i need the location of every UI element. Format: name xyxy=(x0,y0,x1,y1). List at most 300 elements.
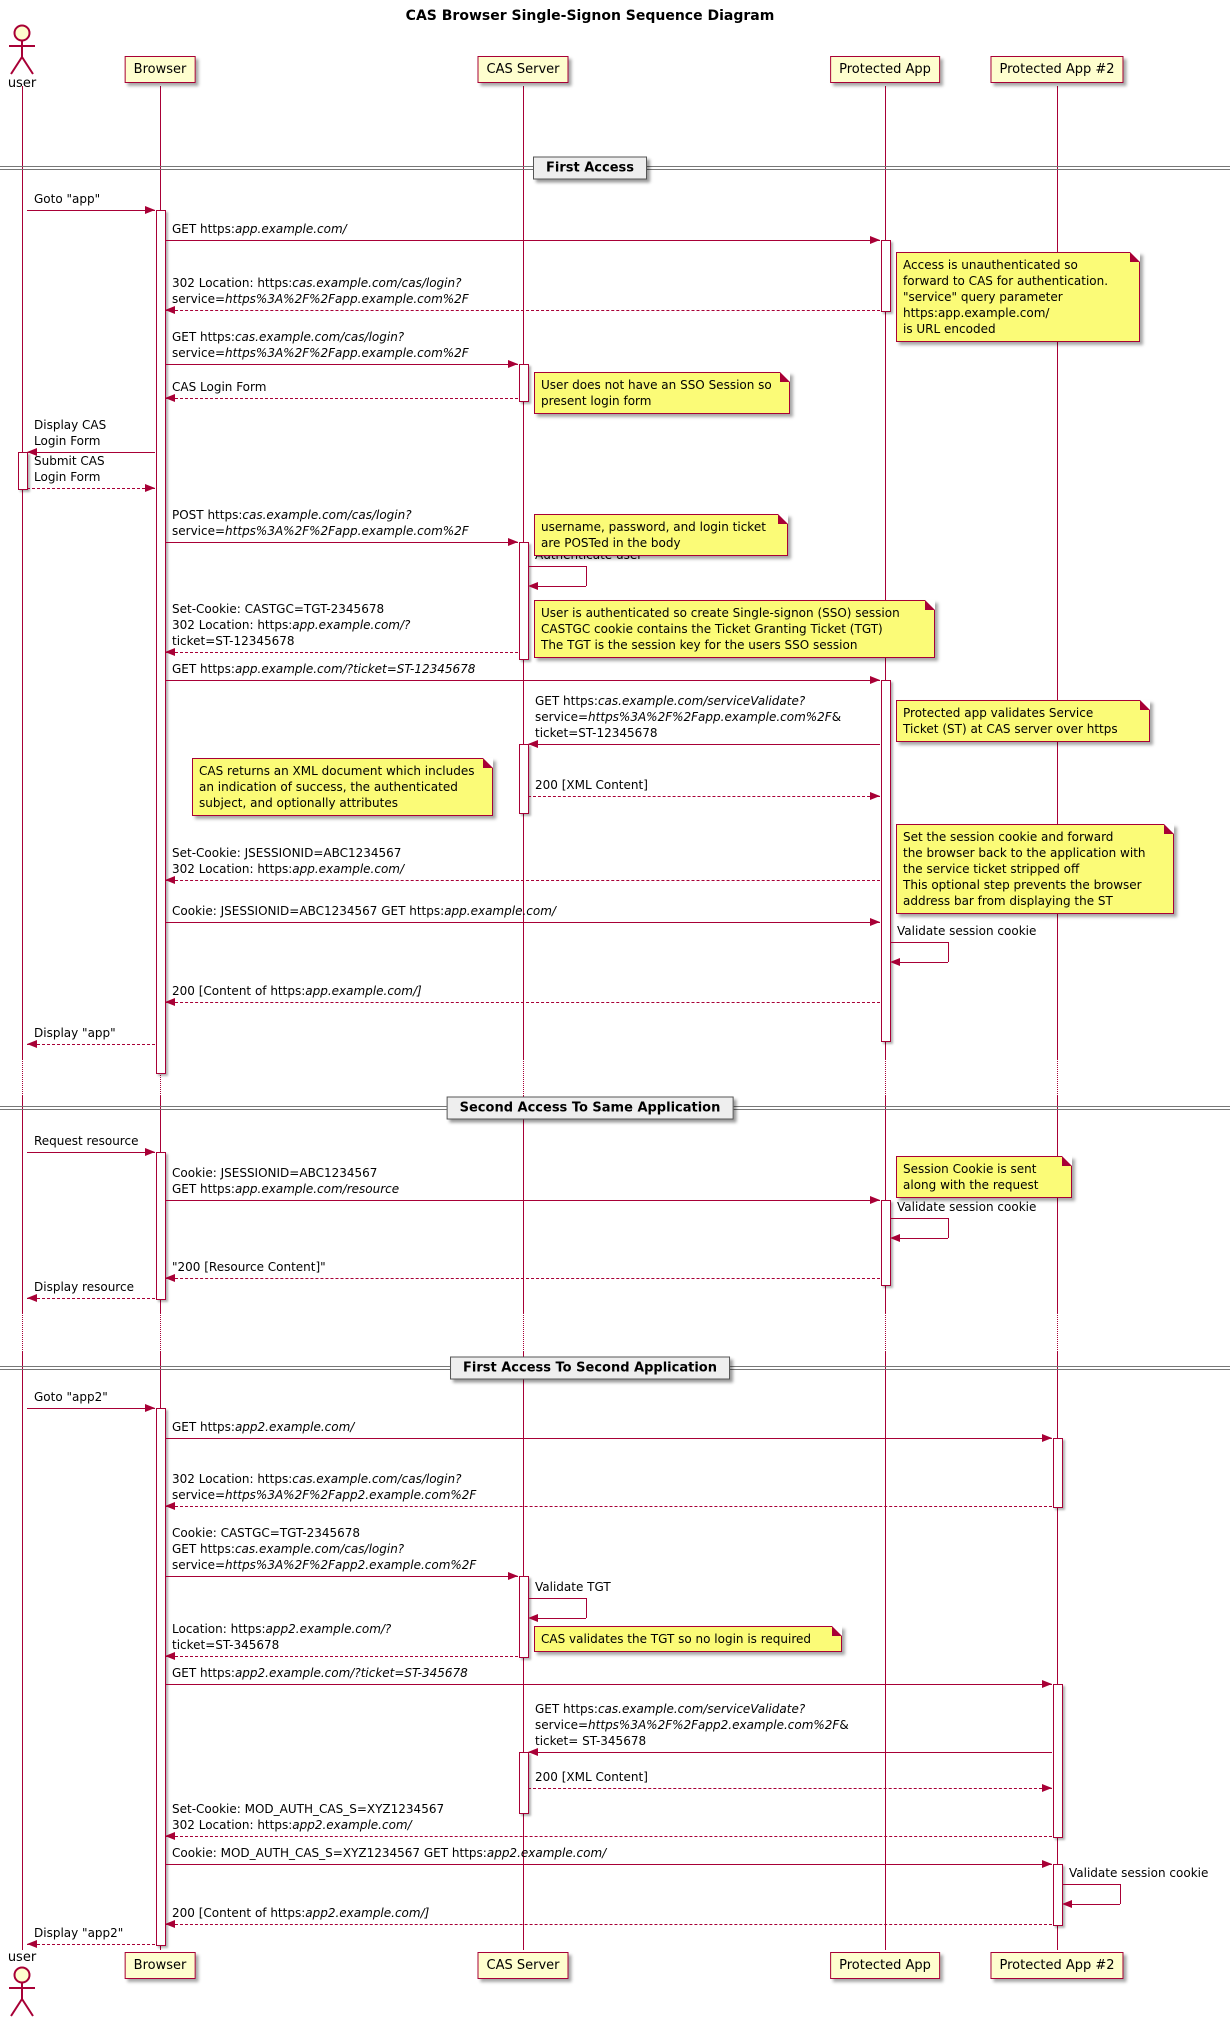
message-line xyxy=(172,633,410,649)
message-line xyxy=(34,1025,116,1041)
participant-bottom-papp2 xyxy=(990,1952,1123,1979)
label-text: Cookie: CASTGC=TGT-2345678 xyxy=(172,1526,361,1540)
label-text: Second Access To Same Application xyxy=(459,1100,721,1116)
message-arrow-head xyxy=(1042,1434,1052,1442)
note xyxy=(896,824,1174,914)
message-label xyxy=(172,1419,354,1435)
self-arrow-head xyxy=(528,1614,538,1622)
label-text: Validate session cookie xyxy=(1069,1866,1209,1880)
label-text: Validate session cookie xyxy=(897,924,1037,938)
message-arrow-head xyxy=(870,792,880,800)
label-text: the service ticket stripped off xyxy=(903,862,1080,876)
label-text: app.example.com/? xyxy=(292,618,411,632)
label-text: First Access To Second Application xyxy=(463,1360,717,1376)
lifeline-papp xyxy=(885,1352,886,1950)
message-arrow-head xyxy=(870,676,880,684)
message-arrow-head xyxy=(27,1294,37,1302)
label-text: Access is unauthenticated so xyxy=(903,258,1078,272)
note-line xyxy=(199,795,484,811)
participant-top-papp xyxy=(830,56,940,83)
lifeline-gap-user xyxy=(22,1058,23,1096)
message-arrow-head xyxy=(1042,1680,1052,1688)
label-text: Protected app validates Service xyxy=(903,706,1094,720)
message-label xyxy=(172,329,469,361)
activation-cas xyxy=(519,542,529,660)
message-arrow-head xyxy=(1042,1860,1052,1868)
message-line xyxy=(172,291,469,307)
lifeline-gap-papp2 xyxy=(1057,1312,1058,1352)
message-line xyxy=(172,1259,326,1275)
message-line xyxy=(172,379,266,395)
diagram-title: CAS Browser Single-Signon Sequence Diagram xyxy=(405,8,775,24)
message-label xyxy=(34,453,105,485)
self-arrow-top xyxy=(1062,1884,1120,1885)
message-label xyxy=(172,1845,606,1861)
message-label xyxy=(34,1389,108,1405)
message-arrow xyxy=(165,240,880,241)
note-line xyxy=(903,877,1165,893)
message-arrow-head xyxy=(870,236,880,244)
label-text: address bar from displaying the ST xyxy=(903,894,1113,908)
message-label xyxy=(172,1165,399,1197)
message-line xyxy=(172,1817,444,1833)
message-arrow-head xyxy=(27,1040,37,1048)
self-arrow-top xyxy=(528,1598,586,1599)
label-text: https%3A%2F%2Fapp.example.com%2F xyxy=(225,524,469,538)
message-label xyxy=(172,983,422,999)
self-arrow-side xyxy=(948,1218,949,1238)
label-text: Goto "app" xyxy=(34,192,101,206)
label-text: GET https: xyxy=(172,330,235,344)
label-text: 302 Location: https: xyxy=(172,1818,293,1832)
label-text: 200 [Content of https: xyxy=(172,1906,306,1920)
label-text: cas.example.com/cas/login? xyxy=(292,276,462,290)
message-line xyxy=(535,1769,648,1785)
label-text: Protected App #2 xyxy=(999,62,1115,77)
message-line xyxy=(172,523,469,539)
activation-browser xyxy=(156,210,166,1074)
note xyxy=(896,1156,1072,1198)
lifeline-gap-cas xyxy=(523,1312,524,1352)
note-line xyxy=(541,393,781,409)
activation-cas xyxy=(519,744,529,814)
label-text: CAS returns an XML document which includes xyxy=(199,764,475,778)
label-text: Protected App xyxy=(839,62,931,77)
actor-label-top-user xyxy=(8,76,36,91)
note-line xyxy=(541,605,926,621)
label-text: Set the session cookie and forward xyxy=(903,830,1114,844)
self-arrow-top xyxy=(890,942,948,943)
label-text: 302 Location: https: xyxy=(172,862,293,876)
message-label xyxy=(172,1801,444,1833)
message-arrow xyxy=(165,1684,1052,1685)
activation-papp2 xyxy=(1053,1864,1063,1926)
message-line xyxy=(34,469,105,485)
activation-papp xyxy=(881,240,891,312)
message-arrow-head xyxy=(145,1404,155,1412)
self-arrow-side xyxy=(948,942,949,962)
label-text: service= xyxy=(535,710,589,724)
message-arrow xyxy=(27,1408,155,1409)
message-line xyxy=(172,1471,476,1487)
label-text: ticket=ST-12345678 xyxy=(535,726,658,740)
note xyxy=(896,252,1140,342)
label-text: Session Cookie is sent xyxy=(903,1162,1037,1176)
message-arrow-head xyxy=(528,740,538,748)
note-line xyxy=(903,861,1165,877)
note xyxy=(534,600,935,658)
message-label xyxy=(535,777,648,793)
label-text: app2.example.com/? xyxy=(265,1622,392,1636)
self-arrow-bottom xyxy=(537,1618,586,1619)
message-line xyxy=(172,983,422,999)
label-text: Browser xyxy=(133,62,187,77)
message-label xyxy=(172,1621,391,1653)
message-label xyxy=(172,1259,326,1275)
label-text: https%3A%2F%2Fapp.example.com%2F xyxy=(588,710,832,724)
label-text: Goto "app2" xyxy=(34,1390,108,1404)
label-text: 200 [XML Content] xyxy=(535,1770,648,1784)
lifeline-gap-browser xyxy=(160,1312,161,1352)
message-arrow xyxy=(165,1576,518,1577)
message-arrow xyxy=(165,1278,880,1279)
message-label xyxy=(172,379,266,395)
note-line xyxy=(903,1177,1063,1193)
label-text: app2.example.com/ xyxy=(234,1420,355,1434)
message-line xyxy=(172,1181,399,1197)
label-text: Display "app2" xyxy=(34,1926,124,1940)
note xyxy=(192,758,493,816)
message-label xyxy=(172,601,410,649)
message-line xyxy=(172,861,404,877)
message-line xyxy=(535,725,841,741)
label-text: GET https: xyxy=(172,1542,235,1556)
message-label xyxy=(535,1701,849,1749)
participant-top-cas xyxy=(478,56,569,83)
message-label xyxy=(172,1471,476,1503)
message-line xyxy=(535,1717,849,1733)
lifeline-gap-papp xyxy=(885,1058,886,1096)
self-arrow-head xyxy=(890,958,900,966)
self-arrow-bottom xyxy=(899,962,948,963)
activation-cas xyxy=(519,364,529,402)
label-text: Set-Cookie: MOD_AUTH_CAS_S=XYZ1234567 xyxy=(172,1802,445,1816)
message-arrow xyxy=(165,1438,1052,1439)
label-text: is URL encoded xyxy=(903,322,996,336)
label-text: & xyxy=(839,1718,849,1732)
activation-papp2 xyxy=(1053,1438,1063,1508)
message-arrow-head xyxy=(27,1940,37,1948)
message-arrow-head xyxy=(508,360,518,368)
label-text: Set-Cookie: JSESSIONID=ABC1234567 xyxy=(172,846,402,860)
note-line xyxy=(541,377,781,393)
label-text: 302 Location: https: xyxy=(172,1472,293,1486)
label-text: https: xyxy=(903,306,938,320)
message-line xyxy=(34,1133,138,1149)
note-line xyxy=(903,321,1131,337)
actor-label-bottom-user xyxy=(8,1950,36,1965)
message-label xyxy=(1069,1865,1208,1881)
label-text: cas.example.com/serviceValidate? xyxy=(597,1702,806,1716)
label-text: service= xyxy=(172,524,226,538)
label-text: cas.example.com/serviceValidate? xyxy=(597,694,806,708)
note-line xyxy=(541,1631,833,1647)
label-text: CAS validates the TGT so no login is required xyxy=(541,1632,812,1646)
activation-papp2 xyxy=(1053,1684,1063,1838)
message-arrow xyxy=(27,1152,155,1153)
divider-label xyxy=(450,1357,730,1380)
label-text: Request resource xyxy=(34,1134,139,1148)
label-text: User does not have an SSO Session so xyxy=(541,378,772,392)
label-text: https%3A%2F%2Fapp.example.com%2F xyxy=(225,346,469,360)
message-line xyxy=(172,1665,468,1681)
label-text: Login Form xyxy=(34,434,101,448)
label-text: app.example.com/resource xyxy=(234,1182,400,1196)
self-arrow-top xyxy=(528,566,586,567)
label-text: Cookie: MOD_AUTH_CAS_S=XYZ1234567 GET https: xyxy=(172,1846,487,1860)
label-text: Location: https: xyxy=(172,1622,266,1636)
message-arrow xyxy=(528,796,880,797)
label-text: an indication of success, the authenticated xyxy=(199,780,458,794)
label-text: app2.example.com/?ticket=ST-345678 xyxy=(234,1666,468,1680)
label-text: Display CAS xyxy=(34,418,107,432)
message-arrow xyxy=(165,1924,1052,1925)
message-label xyxy=(172,1905,429,1921)
message-arrow xyxy=(27,1298,155,1299)
label-text: app.example.com/ xyxy=(444,904,556,918)
message-label xyxy=(172,1525,476,1573)
label-text: https%3A%2F%2Fapp2.example.com%2F xyxy=(588,1718,840,1732)
label-text: https%3A%2F%2Fapp2.example.com%2F xyxy=(225,1488,477,1502)
message-line xyxy=(172,1525,476,1541)
label-text: "200 [Resource Content]" xyxy=(172,1260,326,1274)
message-arrow xyxy=(528,1752,1052,1753)
label-text: Submit CAS xyxy=(34,454,105,468)
label-text: CASTGC cookie contains the Ticket Granting Ticket (TGT) xyxy=(541,622,883,636)
message-line xyxy=(172,661,475,677)
label-text: GET https: xyxy=(172,1666,235,1680)
message-arrow xyxy=(165,1506,1052,1507)
label-text: Browser xyxy=(133,1958,187,1973)
note-line xyxy=(903,705,1141,721)
message-label xyxy=(535,1579,611,1595)
label-text: user xyxy=(7,1950,37,1965)
label-text: & xyxy=(831,710,842,724)
note-line xyxy=(903,305,1131,321)
message-arrow xyxy=(165,1864,1052,1865)
message-arrow-head xyxy=(165,998,175,1006)
message-line xyxy=(172,617,410,633)
message-arrow-head xyxy=(165,1502,175,1510)
message-label xyxy=(172,903,556,919)
label-text: "service" query parameter xyxy=(903,290,1063,304)
note-line xyxy=(541,535,779,551)
label-text: GET https: xyxy=(535,694,598,708)
message-line xyxy=(535,777,648,793)
label-text: ticket=ST-12345678 xyxy=(172,634,295,648)
message-arrow-head xyxy=(145,206,155,214)
message-arrow xyxy=(165,652,518,653)
message-arrow xyxy=(27,210,155,211)
message-line xyxy=(172,507,469,523)
message-label xyxy=(34,191,100,207)
self-arrow-top xyxy=(890,1218,948,1219)
message-arrow-head xyxy=(528,1748,538,1756)
label-text: present login form xyxy=(541,394,652,408)
message-line xyxy=(172,1419,354,1435)
message-line xyxy=(172,275,469,291)
message-line xyxy=(34,1389,108,1405)
message-arrow-head xyxy=(165,648,175,656)
label-text: Login Form xyxy=(34,470,101,484)
message-line xyxy=(172,345,469,361)
label-text: app.example.com/ xyxy=(937,306,1050,320)
message-arrow xyxy=(528,1788,1052,1789)
label-text: Protected App #2 xyxy=(999,1958,1115,1973)
message-arrow xyxy=(165,1002,880,1003)
message-arrow-head xyxy=(145,484,155,492)
message-arrow xyxy=(165,922,880,923)
label-text: cas.example.com/cas/login? xyxy=(234,330,405,344)
label-text: app2.example.com/] xyxy=(305,1906,430,1920)
label-text: Validate session cookie xyxy=(897,1200,1037,1214)
lifeline-cas xyxy=(523,1096,524,1312)
label-text: https%3A%2F%2Fapp2.example.com%2F xyxy=(225,1558,477,1572)
note xyxy=(534,514,788,556)
message-label xyxy=(172,507,469,539)
message-arrow-head xyxy=(165,1652,175,1660)
message-line xyxy=(172,1845,606,1861)
message-line xyxy=(172,1637,391,1653)
label-text: service= xyxy=(172,292,226,306)
message-line xyxy=(34,433,106,449)
label-text: Cookie: JSESSIONID=ABC1234567 xyxy=(172,1166,378,1180)
label-text: 200 [XML Content] xyxy=(535,778,648,792)
message-arrow-head xyxy=(165,306,175,314)
label-text: forward to CAS for authentication. xyxy=(903,274,1109,288)
note xyxy=(534,372,790,414)
lifeline-user xyxy=(22,1352,23,1950)
activation-user xyxy=(18,452,28,490)
message-line xyxy=(172,221,347,237)
label-text: along with the request xyxy=(903,1178,1039,1192)
message-line xyxy=(172,903,556,919)
note-line xyxy=(903,829,1165,845)
label-text: User is authenticated so create Single-signon (SSO) session xyxy=(541,606,900,620)
message-label xyxy=(34,1925,123,1941)
label-text: ticket=ST-345678 xyxy=(172,1638,280,1652)
label-text: 302 Location: https: xyxy=(172,618,293,632)
participant-bottom-browser xyxy=(125,1952,196,1979)
label-text: cas.example.com/cas/login? xyxy=(242,508,412,522)
activation-papp xyxy=(881,680,891,1042)
note-line xyxy=(903,289,1131,305)
label-text: app2.example.com/ xyxy=(292,1818,412,1832)
label-text: app.example.com/ xyxy=(292,862,405,876)
message-arrow-head xyxy=(165,1832,175,1840)
label-text: service= xyxy=(172,1488,226,1502)
lifeline-gap-user xyxy=(22,1312,23,1352)
label-text: service= xyxy=(172,346,226,360)
message-line xyxy=(34,1279,134,1295)
message-label xyxy=(34,1279,134,1295)
message-arrow xyxy=(165,1656,518,1657)
lifeline-gap-papp2 xyxy=(1057,1058,1058,1096)
label-text: Ticket (ST) at CAS server over https xyxy=(903,722,1118,736)
label-text: https%3A%2F%2Fapp.example.com%2F xyxy=(225,292,469,306)
self-arrow-bottom xyxy=(1071,1904,1120,1905)
self-arrow-bottom xyxy=(537,586,586,587)
message-arrow xyxy=(165,680,880,681)
note-line xyxy=(903,893,1165,909)
message-arrow-head xyxy=(165,394,175,402)
message-arrow-head xyxy=(508,538,518,546)
lifeline-user xyxy=(22,1096,23,1312)
message-arrow-head xyxy=(165,1920,175,1928)
label-text: GET https: xyxy=(172,1420,235,1434)
message-arrow xyxy=(27,488,155,489)
message-arrow-head xyxy=(870,1196,880,1204)
label-text: user xyxy=(7,76,37,91)
participant-top-papp2 xyxy=(990,56,1123,83)
label-text: the browser back to the application with xyxy=(903,846,1146,860)
lifeline-user xyxy=(22,86,23,1058)
label-text: Display "app" xyxy=(34,1026,116,1040)
label-text: ticket= ST-345678 xyxy=(535,1734,647,1748)
label-text: CAS Server xyxy=(486,1958,560,1973)
message-line xyxy=(172,1905,429,1921)
note-line xyxy=(903,257,1131,273)
note-line xyxy=(541,519,779,535)
lifeline-papp2 xyxy=(1057,1096,1058,1312)
label-text: app.example.com/] xyxy=(305,984,422,998)
message-line xyxy=(172,1487,476,1503)
activation-papp xyxy=(881,1200,891,1286)
message-line xyxy=(172,1541,476,1557)
self-arrow-head xyxy=(890,1234,900,1242)
label-text: GET https: xyxy=(535,1702,598,1716)
label-text: subject, and optionally attributes xyxy=(199,796,398,810)
message-label xyxy=(34,1025,116,1041)
label-text: GET https: xyxy=(172,662,235,676)
label-text: Display resource xyxy=(34,1280,134,1294)
message-label xyxy=(172,1665,468,1681)
message-line xyxy=(34,191,100,207)
message-label xyxy=(172,221,347,237)
note-line xyxy=(903,845,1165,861)
message-line xyxy=(34,1925,123,1941)
message-arrow xyxy=(165,880,880,881)
self-arrow-head xyxy=(528,582,538,590)
participant-bottom-papp xyxy=(830,1952,940,1979)
label-text: GET https: xyxy=(172,222,235,236)
message-line xyxy=(172,1557,476,1573)
message-label xyxy=(897,923,1036,939)
self-arrow-side xyxy=(1120,1884,1121,1904)
note-line xyxy=(903,721,1141,737)
message-line xyxy=(535,709,841,725)
note xyxy=(896,700,1150,742)
label-text: app.example.com/ xyxy=(234,222,347,236)
self-arrow-side xyxy=(586,1598,587,1618)
message-arrow-head xyxy=(1042,1784,1052,1792)
message-line xyxy=(172,329,469,345)
note-line xyxy=(903,273,1131,289)
message-line xyxy=(172,845,404,861)
actor-figure-bottom-user xyxy=(7,1966,37,2020)
label-text: GET https: xyxy=(172,1182,235,1196)
note-line xyxy=(199,763,484,779)
